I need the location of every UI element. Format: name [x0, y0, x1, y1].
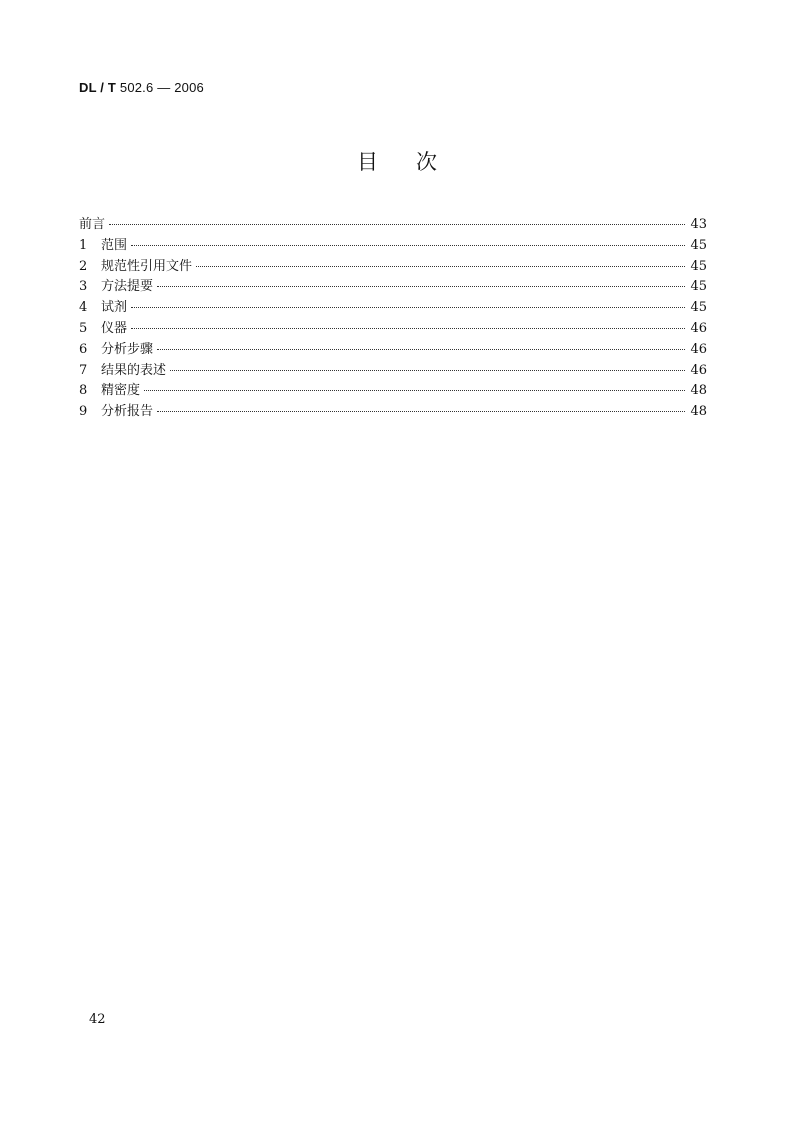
toc-entry-page: 46: [690, 362, 707, 378]
toc-entry-1[interactable]: [79, 234, 707, 255]
toc-entry-page: 45: [690, 258, 707, 274]
toc-entry-number: 1: [79, 237, 88, 253]
toc-entry-title: 仪器: [101, 320, 128, 336]
toc-entry-7[interactable]: [79, 359, 707, 380]
toc-entry-page: 45: [690, 279, 707, 295]
toc-entry-page: 43: [690, 217, 707, 232]
toc-entry-title: 精密度: [101, 383, 141, 399]
toc-leader-dots: [196, 266, 685, 267]
toc-entry-3[interactable]: [79, 275, 707, 296]
toc-entry-title: 规范性引用文件: [101, 258, 193, 274]
toc-leader-dots: [144, 390, 685, 391]
table-of-contents: [79, 213, 707, 421]
toc-entry-title: 分析步骤: [101, 341, 154, 357]
page-title: 目次: [357, 150, 475, 174]
toc-leader-dots: [157, 286, 685, 287]
toc-entry-2[interactable]: [79, 255, 707, 276]
toc-entry-page: 45: [690, 300, 707, 316]
toc-entry-foreword[interactable]: [79, 213, 707, 234]
toc-leader-dots: [109, 224, 685, 225]
toc-entry-4[interactable]: [79, 296, 707, 317]
toc-entry-number: 5: [79, 320, 88, 336]
toc-entry-title: 方法提要: [101, 279, 154, 295]
toc-entry-page: 45: [690, 237, 707, 253]
toc-entry-number: 6: [79, 341, 88, 357]
toc-entry-title: 范围: [101, 237, 128, 253]
toc-leader-dots: [131, 245, 685, 246]
toc-entry-number: 2: [79, 258, 88, 274]
toc-leader-dots: [131, 328, 685, 329]
toc-entry-title: 分析报告: [101, 404, 154, 420]
toc-entry-number: 9: [79, 404, 88, 420]
standard-code-suffix: 502.6 — 2006: [116, 80, 204, 95]
toc-entry-page: 48: [690, 383, 707, 399]
toc-entry-page: 46: [690, 320, 707, 336]
toc-entry-5[interactable]: [79, 317, 707, 338]
toc-leader-dots: [131, 307, 685, 308]
toc-entry-title: 试剂: [101, 300, 128, 316]
toc-entry-title: 结果的表述: [101, 362, 167, 378]
toc-entry-number: 3: [79, 279, 88, 295]
toc-entry-page: 46: [690, 341, 707, 357]
toc-entry-number: 7: [79, 362, 88, 378]
toc-entry-number: 8: [79, 383, 88, 399]
toc-entry-title: 前言: [79, 217, 106, 232]
toc-entry-6[interactable]: [79, 338, 707, 359]
toc-entry-9[interactable]: [79, 400, 707, 421]
toc-entry-8[interactable]: [79, 379, 707, 400]
toc-leader-dots: [157, 411, 685, 412]
toc-leader-dots: [170, 370, 685, 371]
page-number: 42: [89, 1012, 106, 1027]
standard-code-prefix: DL / T: [79, 80, 117, 95]
standard-code-header: [79, 80, 204, 95]
toc-leader-dots: [157, 349, 685, 350]
toc-entry-page: 48: [690, 404, 707, 420]
toc-entry-number: 4: [79, 300, 88, 316]
